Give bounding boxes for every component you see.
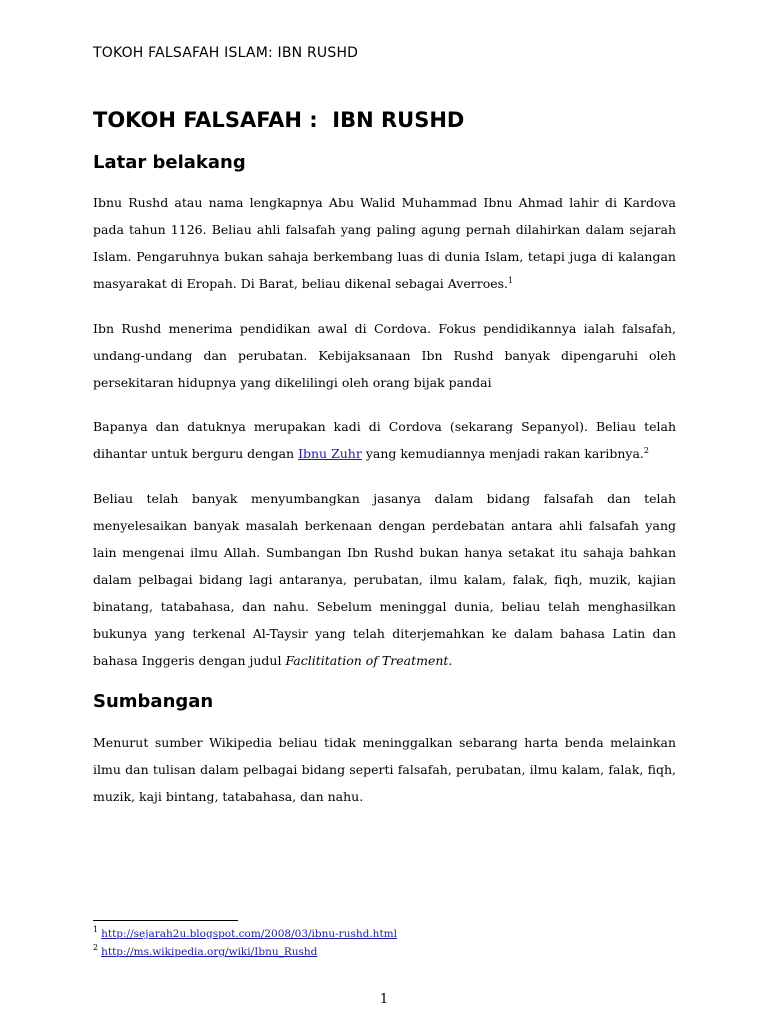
paragraph-text: yang kemudiannya menjadi rakan karibnya. — [361, 446, 644, 461]
footnote-number: 2 — [93, 943, 99, 952]
book-title: Faclititation of Treatment — [285, 653, 449, 668]
paragraph-contributions — [93, 485, 676, 674]
section-heading-sumbangan: Sumbangan — [93, 691, 214, 712]
paragraph-end: . — [448, 653, 453, 668]
footnote-ref[interactable]: 1 — [508, 275, 514, 285]
document-title: TOKOH FALSAFAH : IBN RUSHD — [93, 108, 465, 132]
footnote-ref[interactable]: 2 — [643, 445, 649, 455]
paragraph-family — [93, 413, 676, 467]
footnote-1-link[interactable]: http://sejarah2u.blogspot.com/2008/03/ibnu-rushd.html — [101, 927, 397, 940]
paragraph-intro — [93, 189, 676, 297]
footnote-1 — [93, 925, 397, 940]
running-header: TOKOH FALSAFAH ISLAM: IBN RUSHD — [93, 45, 359, 61]
paragraph-education: Ibn Rushd menerima pendidikan awal di Cordova. Fokus pendidikannya ialah falsafah, undang-undang dan perubatan. Kebijaksanaan Ibn Rushd banyak dipengaruhi oleh persekitaran hidupnya yang dikelilingi oleh orang bijak pandai — [93, 321, 676, 390]
footnote-2-link[interactable]: http://ms.wikipedia.org/wiki/Ibnu_Rushd — [101, 945, 318, 958]
footnote-number: 1 — [93, 925, 99, 934]
paragraph-text: Beliau telah banyak menyumbangkan jasanya dalam bidang falsafah dan telah menyelesaikan banyak masalah berkenaan dengan perdebatan antara ahli falsafah yang lain mengenai ilmu Allah. Sumbangan Ibn Rushd bukan hanya setakat itu sahaja bahkan dalam pelbagai bidang lagi antaranya, perubatan, ilmu kalam, falak, fiqh, muzik, kajian binatang, tatabahasa, dan nahu. Sebelum meninggal dunia, beliau telah menghasilkan bukunya yang terkenal Al-Taysir yang telah diterjemahkan ke dalam bahasa Latin dan bahasa Inggeris dengan judul — [93, 491, 676, 668]
paragraph-text: Bapanya dan datuknya merupakan kadi di Cordova (sekarang Sepanyol). Beliau telah dihantar untuk berguru dengan — [93, 419, 676, 461]
ibnu-zuhr-link[interactable]: Ibnu Zuhr — [298, 446, 362, 461]
section-heading-latar-belakang: Latar belakang — [93, 152, 246, 173]
footnote-separator — [93, 920, 238, 921]
paragraph-text: Ibnu Rushd atau nama lengkapnya Abu Walid Muhammad Ibnu Ahmad lahir di Kardova pada tahun 1126. Beliau ahli falsafah yang paling agung pernah dilahirkan dalam sejarah Islam. Pengaruhnya bukan sahaja berkembang luas di dunia Islam, tetapi juga di kalangan masyarakat di Eropah. Di Barat, beliau dikenal sebagai Averroes. — [93, 195, 676, 291]
paragraph-sumbangan: Menurut sumber Wikipedia beliau tidak meninggalkan sebarang harta benda melainkan ilmu dan tulisan dalam pelbagai bidang seperti falsafah, perubatan, ilmu kalam, falak, fiqh, muzik, kaji bintang, tatabahasa, dan nahu. — [93, 735, 676, 804]
page-number: 1 — [379, 992, 389, 1007]
footnote-2 — [93, 943, 317, 958]
